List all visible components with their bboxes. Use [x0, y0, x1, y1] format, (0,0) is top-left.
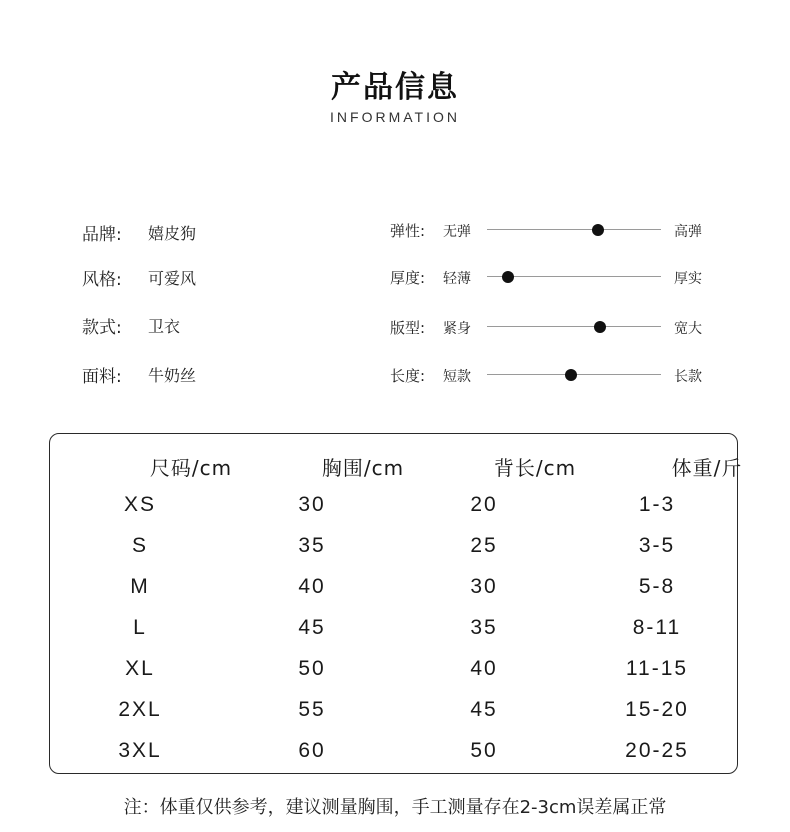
table-cell-size: M [130, 575, 150, 598]
info-row-type [82, 313, 180, 337]
table-cell-weight: 15-20 [625, 698, 689, 721]
scale-label: 弹性: [390, 222, 426, 240]
scale-low-label: 短款 [443, 369, 471, 385]
table-row [50, 735, 739, 769]
scale-track [487, 326, 661, 327]
info-label: 品牌: [82, 224, 122, 245]
table-row [50, 612, 739, 646]
scale-marker [594, 321, 606, 333]
size-table [49, 433, 743, 774]
info-value: 卫衣 [148, 316, 181, 336]
table-header-cell: 尺码/cm [149, 456, 233, 480]
table-cell-back: 20 [470, 493, 498, 516]
table-cell-back: 50 [470, 739, 498, 762]
table-cell-size: 2XL [118, 698, 162, 721]
table-cell-weight: 11-15 [625, 657, 689, 680]
table-cell-back: 40 [470, 657, 498, 680]
table-row [50, 653, 739, 687]
scale-fit [390, 315, 720, 339]
table-cell-weight: 1-3 [638, 493, 676, 516]
table-header-cell: 胸围/cm [321, 456, 405, 480]
table-row [50, 694, 739, 728]
table-cell-weight: 20-25 [625, 739, 689, 762]
table-cell-chest: 30 [298, 493, 326, 516]
scale-label: 厚度: [390, 269, 426, 287]
scale-track [487, 229, 661, 230]
table-cell-back: 30 [470, 575, 498, 598]
info-row-brand [82, 220, 196, 244]
scale-length [390, 363, 720, 387]
page-title: 产品信息 [331, 70, 459, 105]
table-cell-back: 45 [470, 698, 498, 721]
scale-label: 版型: [390, 319, 426, 337]
scale-low-label: 紧身 [443, 321, 471, 337]
table-cell-back: 35 [470, 616, 498, 639]
scale-label: 长度: [390, 367, 426, 385]
info-value: 嬉皮狗 [148, 223, 197, 243]
page-subtitle: INFORMATION [330, 109, 460, 125]
info-row-style [82, 265, 196, 289]
table-cell-size: XL [125, 657, 155, 680]
table-cell-chest: 60 [298, 739, 326, 762]
table-row [50, 530, 739, 564]
table-cell-size: 3XL [118, 739, 162, 762]
scale-marker [565, 369, 577, 381]
info-label: 风格: [82, 269, 122, 290]
info-value: 牛奶丝 [148, 365, 197, 385]
scale-high-label: 高弹 [674, 224, 702, 240]
scale-elasticity [390, 218, 720, 242]
table-cell-weight: 8-11 [632, 616, 682, 639]
footnote: 注：体重仅供参考，建议测量胸围，手工测量存在2-3cm误差属正常 [123, 797, 667, 818]
scale-thickness [390, 265, 720, 289]
info-value: 可爱风 [148, 268, 197, 288]
table-cell-size: XS [123, 493, 156, 516]
info-label: 面料: [82, 366, 122, 387]
scale-high-label: 长款 [674, 369, 702, 385]
table-cell-chest: 55 [298, 698, 326, 721]
table-header-row [50, 448, 743, 482]
info-label: 款式: [82, 317, 122, 338]
table-row [50, 571, 739, 605]
table-cell-chest: 40 [298, 575, 326, 598]
table-cell-chest: 45 [298, 616, 326, 639]
table-cell-chest: 50 [298, 657, 326, 680]
table-cell-size: S [131, 534, 148, 557]
table-cell-weight: 5-8 [638, 575, 676, 598]
table-header-cell: 体重/斤 [671, 456, 743, 480]
table-header-cell: 背长/cm [493, 456, 577, 480]
scale-marker [502, 271, 514, 283]
scale-low-label: 轻薄 [443, 271, 471, 287]
scale-marker [592, 224, 604, 236]
table-cell-back: 25 [470, 534, 498, 557]
scale-high-label: 宽大 [674, 321, 702, 337]
scale-high-label: 厚实 [674, 271, 702, 287]
table-cell-size: L [133, 616, 147, 639]
scale-low-label: 无弹 [443, 224, 471, 240]
table-row [50, 489, 739, 523]
table-cell-weight: 3-5 [638, 534, 676, 557]
table-cell-chest: 35 [298, 534, 326, 557]
info-row-fabric [82, 362, 196, 386]
